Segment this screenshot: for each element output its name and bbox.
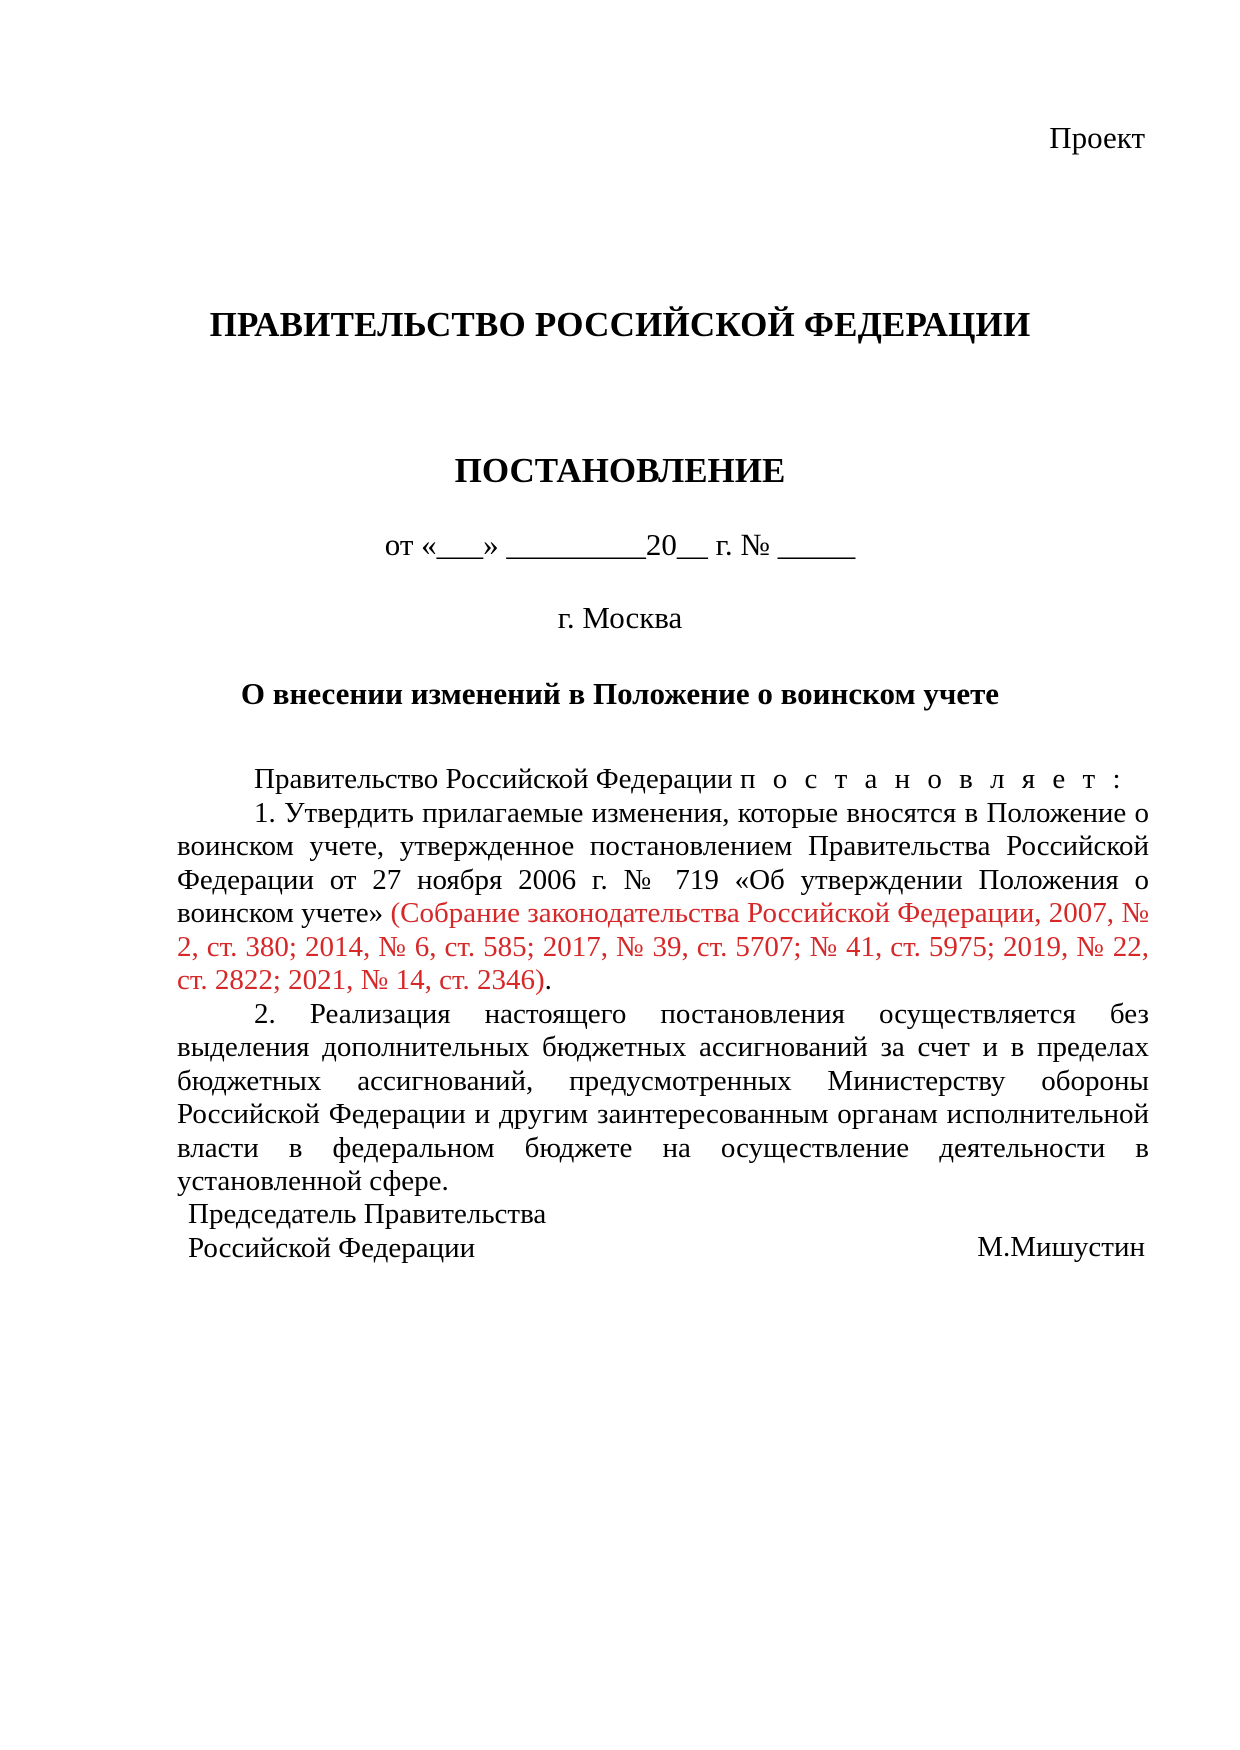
city-line: г. Москва (557, 600, 683, 635)
intro-paragraph (177, 763, 1149, 797)
signatory-position-line-2: Российской Федерации (188, 1231, 476, 1264)
signatory-position (188, 1198, 546, 1265)
item-1-end: . (544, 964, 552, 996)
legal-reference: (Собрание законодательства Российской Федерации, 2007, № 2, ст. 380; 2014, № 6, ст. 585; 2017, № 39, ст. 5707; № 41, ст. 5975; 2019, № 22, ст. 2822; 2021, № 14, ст. 2346) (177, 897, 1149, 996)
draft-label: Проект (1049, 120, 1145, 155)
subject-title: О внесении изменений в Положение о воинском учете (240, 676, 1000, 711)
document-body (177, 763, 1149, 1199)
government-title: ПРАВИТЕЛЬСТВО РОССИЙСКОЙ ФЕДЕРАЦИИ (209, 305, 1031, 344)
item-1-paragraph (177, 797, 1149, 998)
intro-text: Правительство Российской Федерации (254, 763, 733, 795)
signatory-position-line-1: Председатель Правительства (188, 1198, 547, 1230)
document-type-title: ПОСТАНОВЛЕНИЕ (454, 451, 786, 490)
item-2-paragraph: 2. Реализация настоящего постановления осуществляется без выделения дополнительных бюджетных ассигнований за счет и в пределах бюджетных ассигнований, предусмотренных Министерству обороны Российской Федерации и другим заинтересованным органам исполнительной власти в федеральном бюджете на осуществление деятельности в установленной сфере. (177, 997, 1149, 1197)
item-1-text: 1. Утвердить прилагаемые изменения, которые вносятся в Положение о воинском учете, утвержденное постановлением Правительства Российской Федерации от 27 ноября 2006 г. № 719 «Об утверждении Положения о воинском учете» (177, 796, 1149, 929)
intro-verb: п о с т а н о в л я е т : (739, 763, 1126, 795)
date-number-line: от «___» _________20__ г. № _____ (384, 527, 856, 562)
signatory-name: М.Мишустин (977, 1231, 1145, 1263)
